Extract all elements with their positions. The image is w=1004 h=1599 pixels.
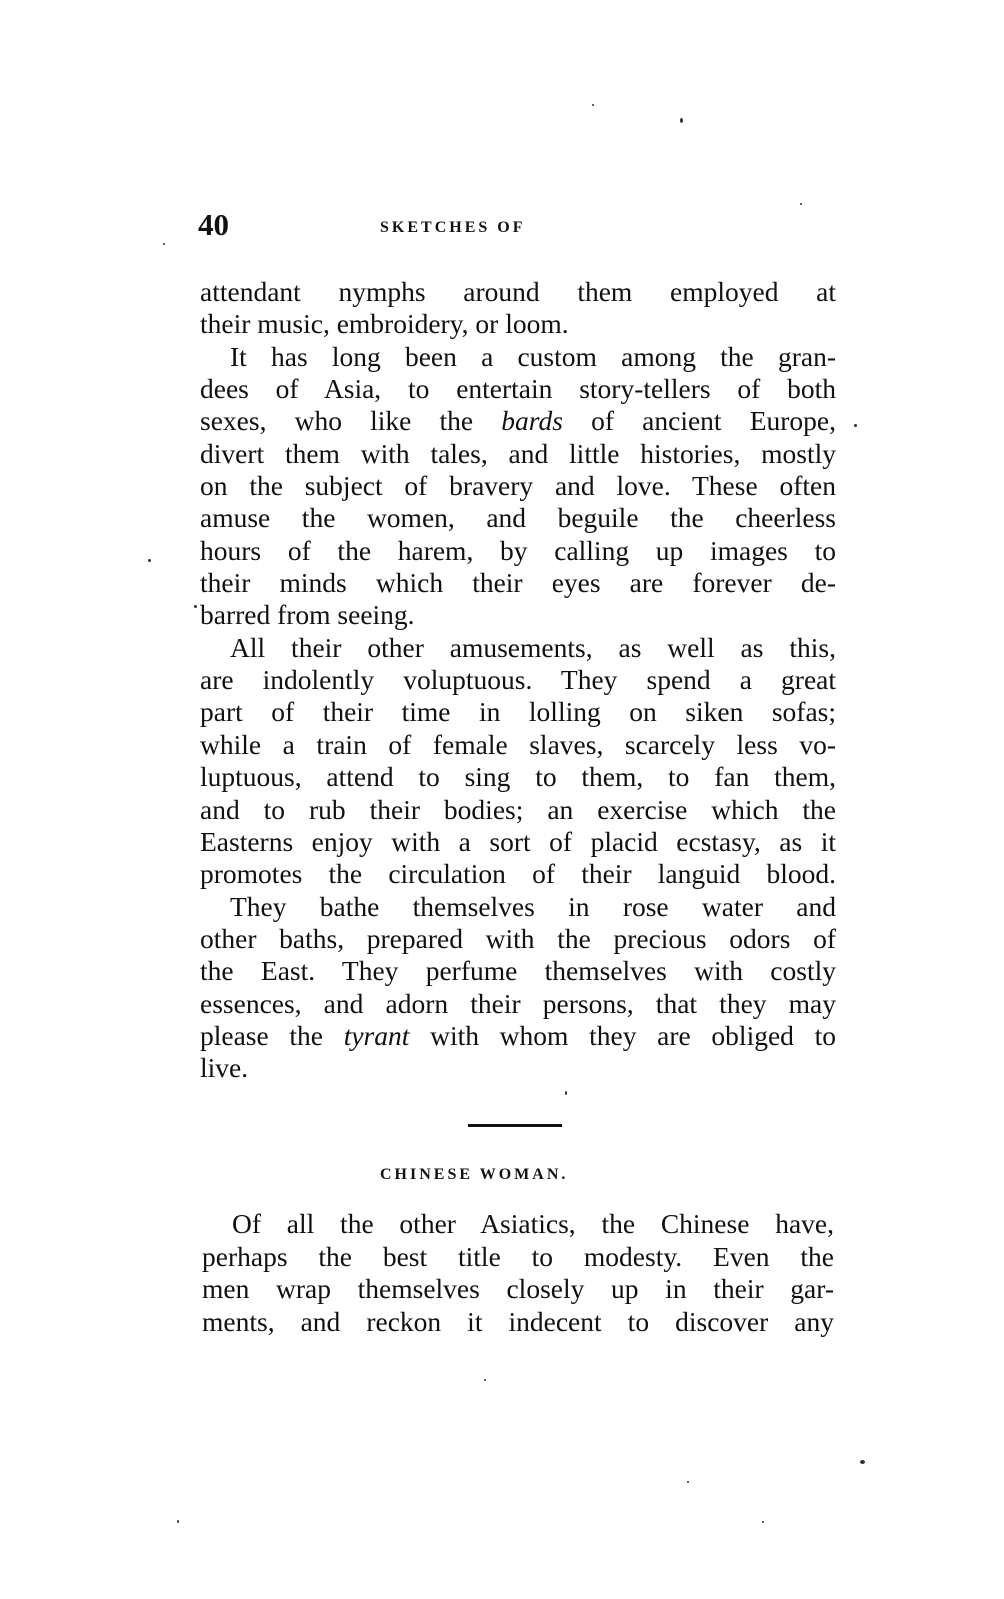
text-line: on the subject of bravery and love. These often: [200, 470, 836, 502]
paragraph-3: [200, 632, 836, 891]
text-line: part of their time in lolling on siken sofas;: [200, 696, 836, 728]
section-heading: CHINESE WOMAN.: [380, 1166, 569, 1183]
body-text: [200, 276, 836, 1085]
running-head: SKETCHES OF: [380, 219, 526, 236]
italic-word: tyrant: [343, 1019, 410, 1051]
text-line: It has long been a custom among the gran-: [230, 340, 836, 372]
text-line: essences, and adorn their persons, that they may: [200, 987, 836, 1019]
scan-speck: [762, 1521, 764, 1523]
section-text: [202, 1208, 834, 1338]
scan-speck: [854, 424, 857, 427]
scan-speck: [565, 1091, 567, 1095]
scan-speck: [194, 605, 197, 608]
text-line: Of all the other Asiatics, the Chinese have,: [232, 1208, 834, 1239]
text-line: amuse the women, and beguile the cheerless: [200, 502, 836, 534]
text-line: are indolently voluptuous. They spend a great: [200, 664, 836, 696]
scan-speck: [687, 1481, 689, 1483]
text-line: luptuous, attend to sing to them, to fan them,: [200, 761, 836, 793]
text-fragment: please the: [200, 1019, 344, 1051]
page-number: 40: [198, 207, 229, 242]
text-line: men wrap themselves closely up in their gar-: [202, 1273, 834, 1304]
text-line: Easterns enjoy with a sort of placid ecstasy, as it: [200, 825, 836, 857]
section-divider: [468, 1124, 562, 1127]
text-line: their music, embroidery, or loom.: [200, 308, 569, 340]
text-line: promotes the circulation of their languid blood.: [200, 858, 836, 890]
text-fragment: with whom they are obliged to: [409, 1019, 836, 1051]
text-line: dees of Asia, to entertain story-tellers of both: [200, 373, 836, 405]
scan-speck: [860, 1460, 865, 1464]
text-line: other baths, prepared with the precious odors of: [200, 922, 836, 954]
text-line: [200, 405, 836, 437]
text-line: divert them with tales, and little histories, mostly: [200, 437, 836, 469]
paragraph-2: [200, 341, 836, 632]
text-line: their minds which their eyes are forever de-: [200, 567, 836, 599]
scan-speck: [680, 118, 683, 123]
scan-speck: [592, 104, 594, 106]
text-line: and to rub their bodies; an exercise which the: [200, 793, 836, 825]
italic-word: bards: [501, 405, 563, 437]
text-line: All their other amusements, as well as this,: [230, 631, 836, 663]
scan-speck: [163, 243, 165, 245]
text-line: [200, 1020, 836, 1052]
text-line: while a train of female slaves, scarcely less vo-: [200, 728, 836, 760]
scan-speck: [148, 559, 151, 562]
scan-speck: [800, 203, 802, 205]
text-line: ments, and reckon it indecent to discover any: [202, 1305, 834, 1337]
text-line: the East. They perfume themselves with costly: [200, 955, 836, 987]
text-line: They bathe themselves in rose water and: [230, 890, 836, 922]
text-line: barred from seeing.: [200, 599, 415, 631]
text-line: live.: [200, 1052, 249, 1084]
paragraph-4: [200, 891, 836, 1085]
text-line: perhaps the best title to modesty. Even the: [202, 1240, 834, 1272]
paragraph-1: [200, 276, 836, 341]
scan-speck: [484, 1379, 486, 1381]
scan-speck: [177, 1520, 179, 1523]
text-fragment: of ancient Europe,: [562, 405, 836, 437]
text-line: hours of the harem, by calling up images to: [200, 534, 836, 566]
text-line: attendant nymphs around them employed at: [200, 276, 836, 307]
text-fragment: sexes, who like the: [200, 405, 502, 437]
